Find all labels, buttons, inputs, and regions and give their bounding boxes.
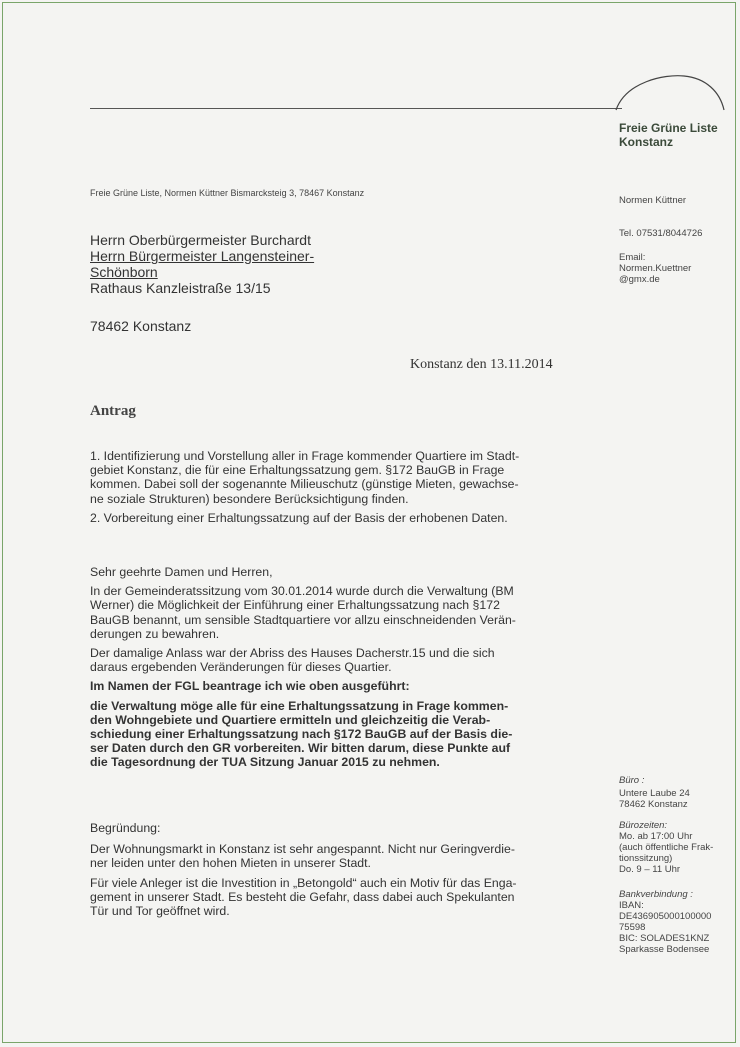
recipient-line3: Schönborn [90, 264, 158, 280]
hours-line4: Do. 9 – 11 Uhr [619, 864, 681, 875]
office-hours [619, 820, 713, 875]
bank-details [619, 889, 711, 955]
hours-line1: Mo. ab 17:00 Uhr [619, 831, 693, 842]
bank-name: Sparkasse Bodensee [619, 944, 710, 955]
contact-tel: Tel. 07531/8044726 [619, 228, 703, 239]
org-line2: Konstanz [619, 135, 673, 149]
logo-arc-icon [614, 72, 726, 112]
paragraph-2: Der damalige Anlass war der Abriss des Hauses Dacherstr.15 und die sich daraus ergebenden Veränderungen für dieses Quartier. [90, 646, 495, 675]
reasoning-heading: Begründung: [90, 821, 161, 835]
office-address [619, 775, 690, 810]
office-city: 78462 Konstanz [619, 799, 688, 810]
letter-title: Antrag [90, 403, 136, 419]
paragraph-1: In der Gemeinderatssitzung vom 30.01.2014 wurde durch die Verwaltung (BM Werner) die Möglichkeit der Einführung einer Erhaltungssatzung nach §172 BauGB benannt, um sensible Stadtquartiere vor allzu einschneidenden Verän- derungen zu bewahren. [90, 584, 516, 641]
iban-label: IBAN: [619, 900, 644, 911]
org-name [619, 121, 718, 149]
reasoning-paragraph-2: Für viele Anleger ist die Investition in „Betongold“ auch ein Motiv für das Enga- gement in unserer Stadt. Es besteht die Gefahr, dass dabei auch Spekulanten Tür und Tor geöffnet wird. [90, 875, 517, 919]
hours-line3: tionssitzung) [619, 853, 673, 864]
hours-line2: (auch öffentliche Frak- [619, 842, 714, 853]
bank-label: Bankverbindung : [619, 889, 693, 900]
email-line1: Normen.Kuettner [619, 263, 692, 274]
contact-name: Normen Küttner [619, 195, 687, 206]
hours-label: Bürozeiten: [619, 820, 668, 831]
antrag-items [90, 449, 572, 530]
recipient-line1: Herrn Oberbürgermeister Burchardt [90, 232, 311, 248]
antrag-item-2: 2. Vorbereitung einer Erhaltungssatzung auf der Basis der erhobenen Daten. [90, 510, 508, 525]
reasoning-section [90, 821, 572, 923]
office-street: Untere Laube 24 [619, 788, 690, 799]
recipient-line4: Rathaus Kanzleistraße 13/15 [90, 280, 271, 296]
antrag-item-1: 1. Identifizierung und Vorstellung aller in Frage kommender Quartiere im Stadt- gebiet Konstanz, die für eine Erhaltungssatzung gem. §172 BauGB in Frage kommen. Dabei soll der sogenannte Milieuschutz (günstige Mieten, gewachse- ne soziale Strukturen) besondere Berücksichtigung finden. [90, 449, 520, 506]
header-rule [90, 108, 622, 109]
org-line1: Freie Grüne Liste [619, 121, 718, 135]
bold-request: die Verwaltung möge alle für eine Erhaltungssatzung in Frage kommen- den Wohngebiete und Quartiere ermitteln und gleichzeitig die Verab- schiedung einer Erhaltungssatzung nach §172 BauGB auf der Basis die- ser Daten durch den GR vorbereiten. Wir bitten darum, diese Punkte auf die Tagesordnung der TUA Sitzung Januar 2015 zu nehmen. [90, 698, 513, 770]
email-label: Email: [619, 252, 646, 263]
contact-email [619, 252, 691, 285]
iban-line2: 75598 [619, 922, 646, 933]
recipient-line2: Herrn Bürgermeister Langensteiner- [90, 248, 315, 264]
iban-line1: DE436905000100000 [619, 911, 712, 922]
letter-body [90, 565, 572, 775]
letter-date: Konstanz den 13.11.2014 [410, 357, 553, 372]
bic: BIC: SOLADES1KNZ [619, 933, 710, 944]
recipient-city: 78462 Konstanz [90, 318, 192, 334]
salutation: Sehr geehrte Damen und Herren, [90, 565, 273, 579]
reasoning-paragraph-1: Der Wohnungsmarkt in Konstanz ist sehr angespannt. Nicht nur Geringverdie- ner leiden unter den hohen Mieten in unserer Stadt. [90, 842, 515, 871]
recipient-address [90, 232, 314, 296]
bold-request-intro: Im Namen der FGL beantrage ich wie oben ausgeführt: [90, 679, 410, 694]
email-line2: @gmx.de [619, 274, 660, 285]
sender-line: Freie Grüne Liste, Normen Küttner Bismarcksteig 3, 78467 Konstanz [90, 188, 365, 198]
office-label: Büro : [619, 775, 645, 786]
